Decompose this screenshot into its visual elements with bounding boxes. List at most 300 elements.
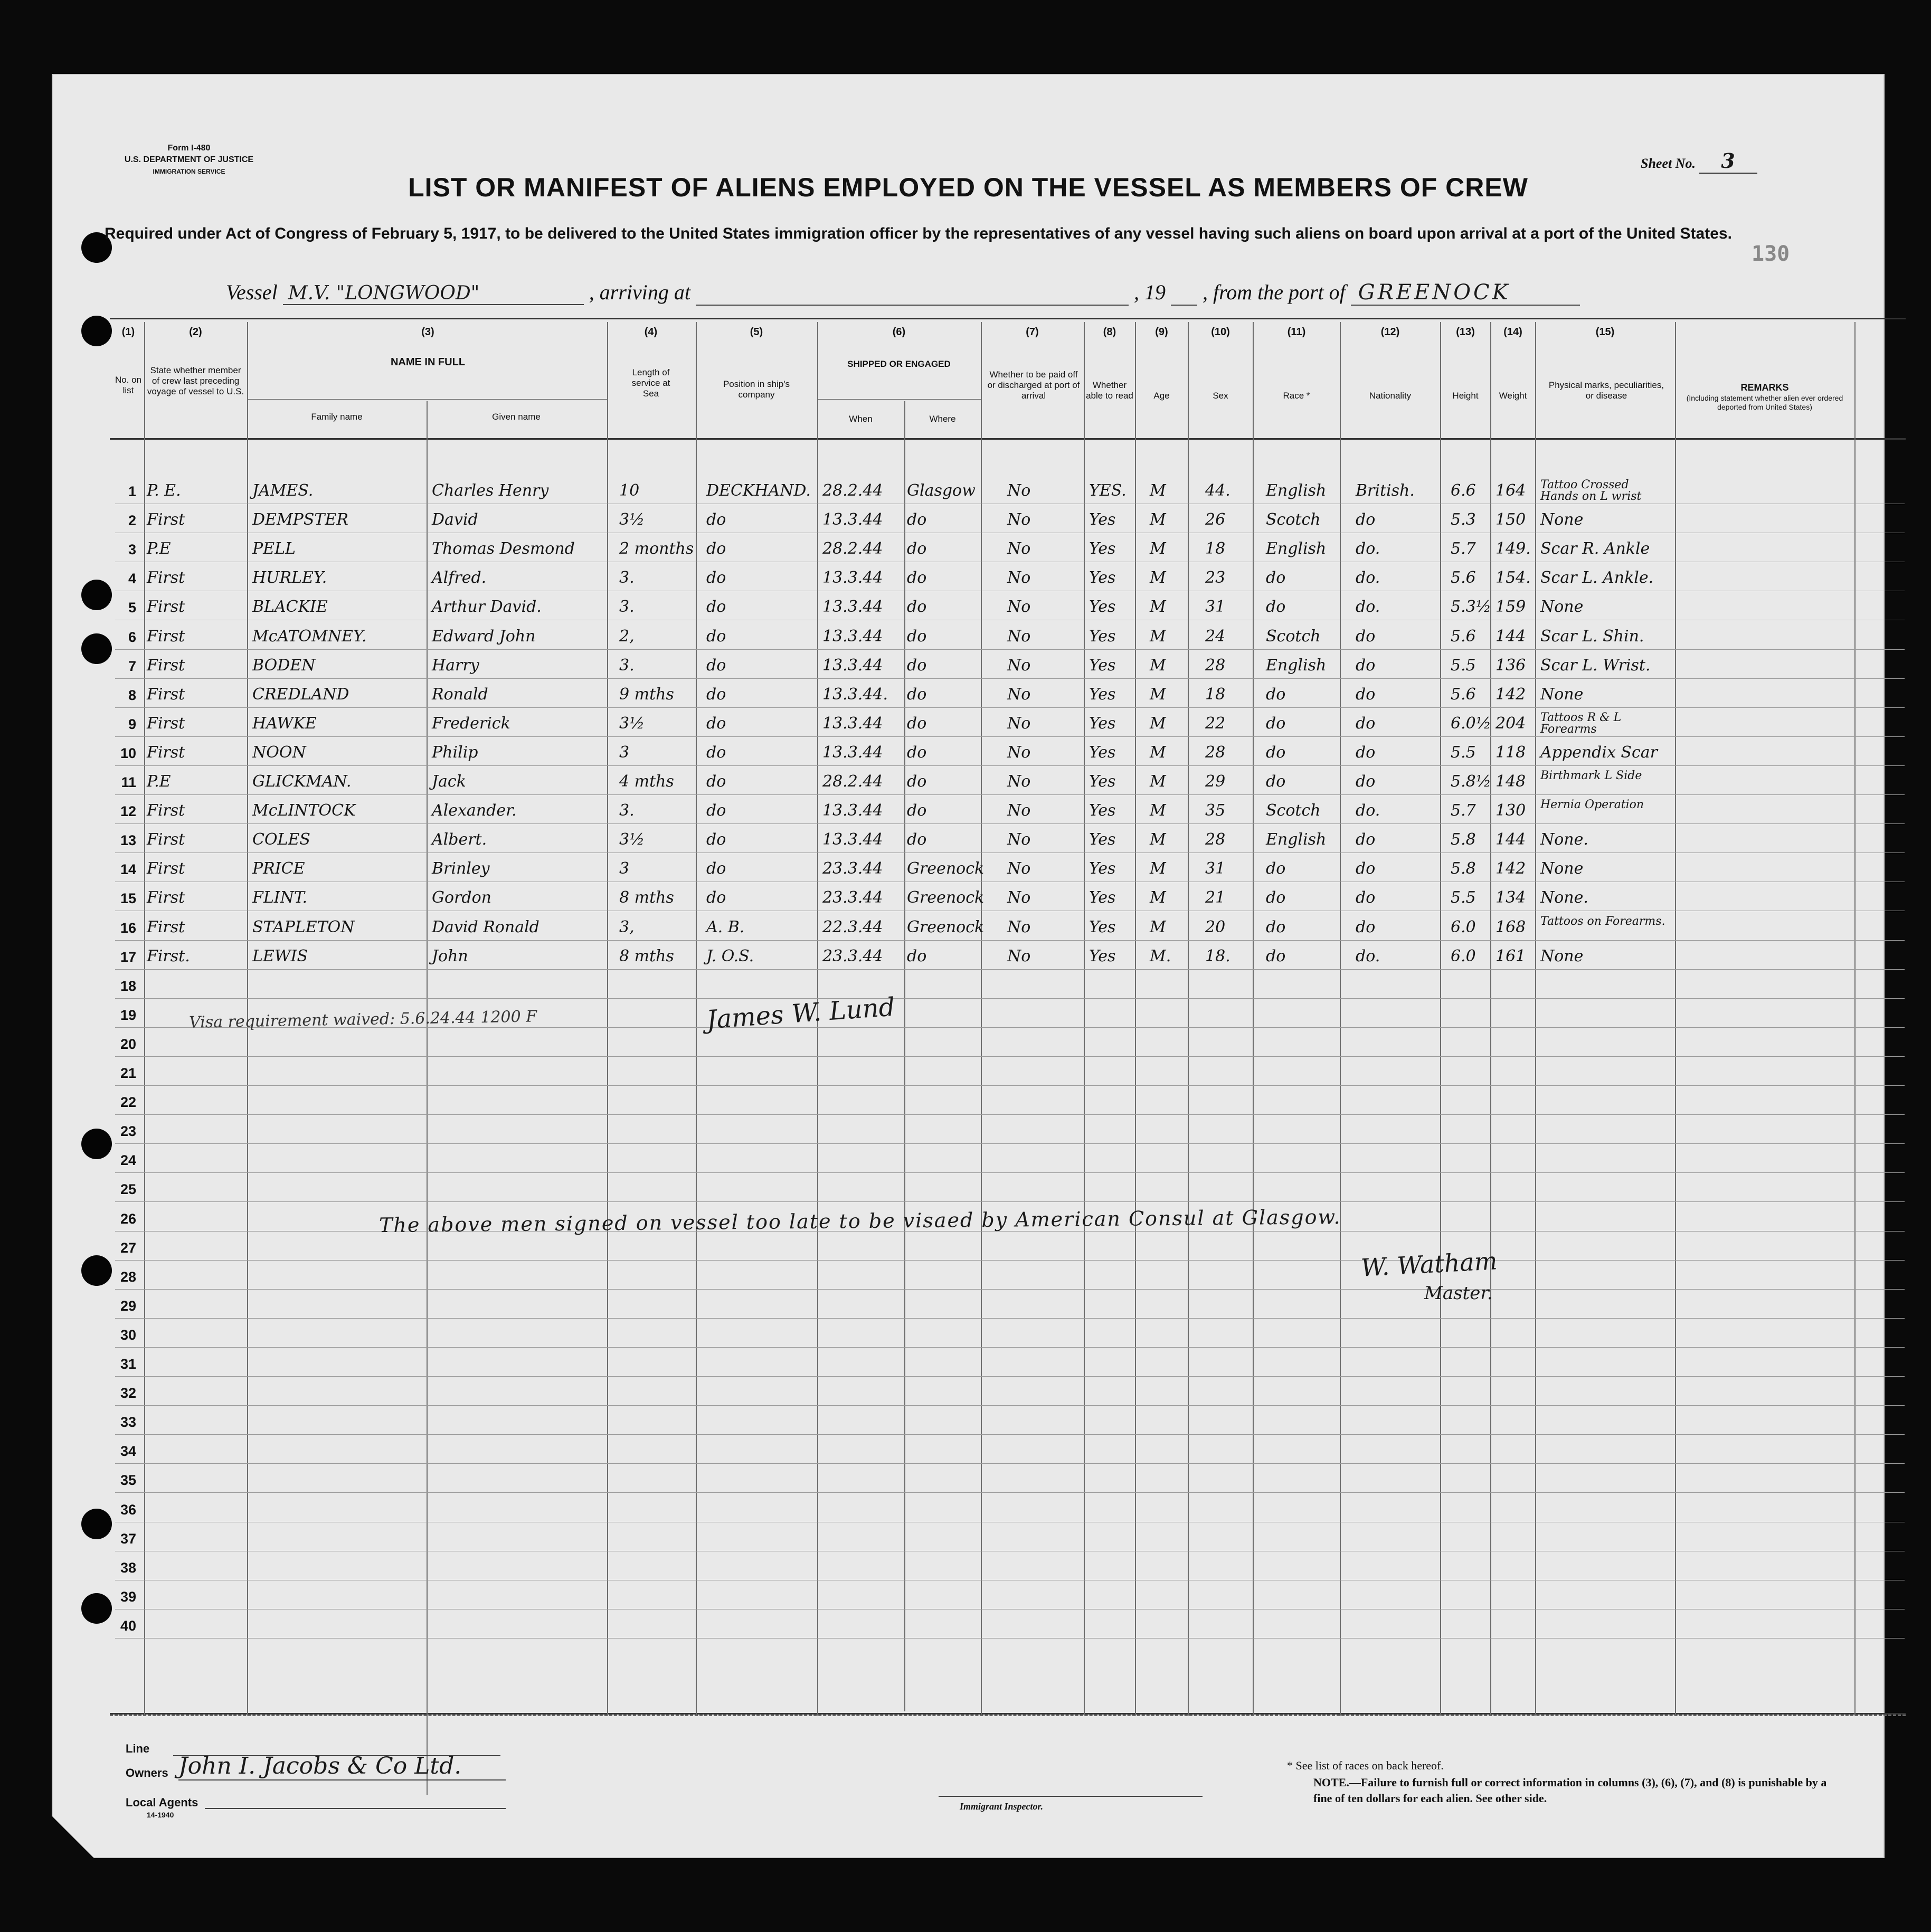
shipped-when-cell: 13.3.44 xyxy=(822,830,883,849)
col-5-label: Position in ship's company xyxy=(723,379,790,400)
year-label: , 19 xyxy=(1134,280,1166,304)
paid-off-cell: No xyxy=(1007,656,1031,675)
paid-off-cell: No xyxy=(1007,801,1031,820)
nationality-cell: do. xyxy=(1356,946,1380,965)
row-rule xyxy=(115,1172,1905,1173)
service-length-cell: 3 xyxy=(619,859,630,878)
physical-marks-cell: None xyxy=(1540,859,1584,878)
service-length-cell: 3. xyxy=(619,598,635,617)
shipped-when-cell: 23.3.44 xyxy=(822,946,883,965)
punch-hole xyxy=(81,316,112,346)
row-rule xyxy=(115,1114,1905,1115)
able-to-read-cell: Yes xyxy=(1089,772,1116,791)
col-divider xyxy=(1490,322,1491,1716)
name-subheader-line xyxy=(248,399,607,400)
col-divider xyxy=(144,322,145,1716)
shipped-where-cell: Greenock xyxy=(907,859,985,878)
sheet-value: 3 xyxy=(1699,149,1757,174)
row-number: 1 xyxy=(128,484,136,499)
row-rule xyxy=(115,765,1905,766)
position-cell: do xyxy=(706,539,726,558)
service-length-cell: 3 xyxy=(619,743,630,762)
row-rule xyxy=(115,1405,1905,1406)
col-2-number: (2) xyxy=(189,326,202,338)
department-name: U.S. DEPARTMENT OF JUSTICE xyxy=(124,155,254,164)
shipped-where-cell: do xyxy=(907,627,927,646)
col-3-label: NAME IN FULL xyxy=(390,356,466,368)
height-cell: 6.0½ xyxy=(1451,714,1491,733)
sex-cell: 35 xyxy=(1205,801,1226,820)
service-length-cell: 3½ xyxy=(619,830,645,849)
paid-off-cell: No xyxy=(1007,714,1031,733)
paid-off-cell: No xyxy=(1007,685,1031,704)
row-rule xyxy=(115,969,1905,970)
prev-voyage-cell: P.E xyxy=(147,539,171,558)
position-cell: DECKHAND. xyxy=(706,481,811,500)
prev-voyage-cell: First xyxy=(147,888,185,907)
shipped-when-cell: 28.2.44 xyxy=(822,539,883,558)
given-name-cell: Alfred. xyxy=(432,569,487,588)
row-rule xyxy=(115,1492,1905,1493)
agents-blank xyxy=(205,1808,506,1809)
height-cell: 5.3 xyxy=(1451,510,1476,529)
height-cell: 5.8 xyxy=(1451,830,1476,849)
paid-off-cell: No xyxy=(1007,510,1031,529)
row-number: 27 xyxy=(120,1239,136,1256)
family-name-cell: BODEN xyxy=(252,656,316,675)
given-name-cell: John xyxy=(432,946,468,965)
row-number: 9 xyxy=(128,716,136,732)
row-number: 39 xyxy=(120,1588,136,1605)
age-cell: M xyxy=(1150,685,1166,704)
row-number: 16 xyxy=(120,920,136,936)
shipped-where-cell: do xyxy=(907,685,927,704)
family-name-cell: STAPLETON xyxy=(252,917,355,936)
prev-voyage-cell: First xyxy=(147,627,185,646)
given-name-cell: Frederick xyxy=(432,714,510,733)
service-length-cell: 3½ xyxy=(619,714,645,733)
sheet-label: Sheet No. xyxy=(1641,156,1696,171)
physical-marks-cell: Scar L. Ankle. xyxy=(1540,569,1654,588)
family-name-cell: McATOMNEY. xyxy=(252,627,367,646)
shipped-where-cell: Greenock xyxy=(907,888,985,907)
statement-note: The above men signed on vessel too late to be visaed by American Consul at Glasgow. xyxy=(378,1205,1341,1237)
age-cell: M xyxy=(1150,656,1166,675)
shipped-where-cell: do xyxy=(907,743,927,762)
row-rule xyxy=(115,1434,1905,1435)
physical-marks-cell: Tattoos R & L Forearms xyxy=(1540,711,1622,736)
arriving-blank xyxy=(696,280,1129,306)
position-cell: do xyxy=(706,510,726,529)
nationality-cell: do xyxy=(1356,743,1376,762)
row-rule xyxy=(115,1143,1905,1144)
nationality-cell: do xyxy=(1356,714,1376,733)
able-to-read-cell: Yes xyxy=(1089,888,1116,907)
service-length-cell: 8 mths xyxy=(619,946,674,965)
service-length-cell: 8 mths xyxy=(619,888,674,907)
weight-cell: 149. xyxy=(1495,539,1531,558)
height-cell: 5.6 xyxy=(1451,627,1476,646)
height-cell: 5.7 xyxy=(1451,801,1476,820)
prev-voyage-cell: First xyxy=(147,801,185,820)
col-9-label: Age xyxy=(1153,391,1170,401)
row-number: 22 xyxy=(120,1094,136,1111)
col-divider xyxy=(981,322,982,1716)
prev-voyage-cell: First xyxy=(147,714,185,733)
age-cell: M xyxy=(1150,801,1166,820)
col-3-family-label: Family name xyxy=(311,412,363,422)
row-number: 4 xyxy=(128,571,136,587)
shipped-when-cell: 13.3.44 xyxy=(822,510,883,529)
nationality-cell: do xyxy=(1356,888,1376,907)
row-number: 24 xyxy=(120,1152,136,1169)
age-cell: M xyxy=(1150,772,1166,791)
family-name-cell: CREDLAND xyxy=(252,685,349,704)
prev-voyage-cell: P. E. xyxy=(147,481,181,500)
shipped-when-cell: 13.3.44 xyxy=(822,743,883,762)
weight-cell: 154. xyxy=(1495,569,1531,588)
prev-voyage-cell: First xyxy=(147,859,185,878)
shipped-where-cell: do xyxy=(907,714,927,733)
row-number: 20 xyxy=(120,1036,136,1052)
row-rule xyxy=(115,794,1905,795)
note-text: —Failure to furnish full or correct information in columns (3), (6), (7), and (8) is punishable by a fine of ten dollars for each alien. See other side. xyxy=(1313,1776,1827,1805)
row-rule xyxy=(115,1318,1905,1319)
family-name-cell: PELL xyxy=(252,539,296,558)
sex-cell: 18. xyxy=(1205,946,1230,965)
able-to-read-cell: Yes xyxy=(1089,656,1116,675)
col-7-label: Whether to be paid off or discharged at port of arrival xyxy=(987,370,1080,401)
row-number: 35 xyxy=(120,1472,136,1489)
note-label: NOTE. xyxy=(1313,1776,1349,1789)
col-divider xyxy=(1440,322,1441,1716)
paid-off-cell: No xyxy=(1007,830,1031,849)
row-number: 8 xyxy=(128,687,136,703)
shipped-when-cell: 23.3.44 xyxy=(822,888,883,907)
sex-cell: 18 xyxy=(1205,539,1226,558)
row-number: 13 xyxy=(120,832,136,849)
position-cell: do xyxy=(706,714,726,733)
inspector-line xyxy=(939,1796,1203,1797)
sex-cell: 18 xyxy=(1205,685,1226,704)
remarks-label: REMARKS xyxy=(1740,382,1789,393)
sex-cell: 26 xyxy=(1205,510,1226,529)
race-cell: do xyxy=(1266,888,1286,907)
row-rule xyxy=(115,1289,1905,1290)
service-length-cell: 9 mths xyxy=(619,685,674,704)
given-name-cell: Philip xyxy=(432,743,478,762)
row-number: 5 xyxy=(128,600,136,616)
shipped-where-cell: do xyxy=(907,598,927,617)
age-cell: M xyxy=(1150,481,1166,500)
sex-cell: 22 xyxy=(1205,714,1226,733)
able-to-read-cell: Yes xyxy=(1089,627,1116,646)
shipped-when-cell: 22.3.44 xyxy=(822,917,883,936)
given-name-cell: Ronald xyxy=(432,685,488,704)
row-rule xyxy=(115,1638,1905,1639)
row-number: 6 xyxy=(128,629,136,645)
family-name-cell: HAWKE xyxy=(252,714,317,733)
row-number: 21 xyxy=(120,1065,136,1081)
col-8-number: (8) xyxy=(1103,326,1116,338)
col-13-label: Height xyxy=(1452,391,1479,401)
position-cell: do xyxy=(706,627,726,646)
page-stamp: 130 xyxy=(1752,242,1790,266)
sex-cell: 44. xyxy=(1205,481,1230,500)
agents-label: Local Agents xyxy=(126,1796,198,1809)
row-number: 30 xyxy=(120,1327,136,1343)
waiver-note: Visa requirement waived: 5.6.24.44 1200 F xyxy=(188,1007,537,1032)
master-signature: W. Watham xyxy=(1360,1246,1498,1282)
weight-cell: 144 xyxy=(1495,830,1526,849)
race-cell: do xyxy=(1266,569,1286,588)
row-number: 37 xyxy=(120,1530,136,1547)
paid-off-cell: No xyxy=(1007,569,1031,588)
row-rule xyxy=(115,998,1905,999)
position-cell: do xyxy=(706,569,726,588)
family-name-cell: JAMES. xyxy=(252,481,314,500)
row-rule xyxy=(115,1201,1905,1202)
race-cell: do xyxy=(1266,917,1286,936)
family-name-cell: BLACKIE xyxy=(252,598,328,617)
prev-voyage-cell: First xyxy=(147,743,185,762)
sex-cell: 28 xyxy=(1205,830,1226,849)
row-number: 31 xyxy=(120,1356,136,1372)
prev-voyage-cell: First. xyxy=(147,946,190,965)
col-2-label: State whether member of crew last preceding voyage of vessel to U.S. xyxy=(147,365,244,396)
shipped-when-cell: 13.3.44 xyxy=(822,569,883,588)
form-code: 14-1940 xyxy=(147,1811,174,1819)
shipped-where-cell: do xyxy=(907,946,927,965)
col-divider xyxy=(607,322,608,1716)
able-to-read-cell: Yes xyxy=(1089,859,1116,878)
col-divider xyxy=(1135,322,1136,1716)
position-cell: do xyxy=(706,598,726,617)
family-name-cell: NOON xyxy=(252,743,306,762)
owners-value: John I. Jacobs & Co Ltd. xyxy=(178,1753,506,1781)
prev-voyage-cell: First xyxy=(147,917,185,936)
family-name-cell: LEWIS xyxy=(252,946,308,965)
age-cell: M xyxy=(1150,627,1166,646)
col-divider xyxy=(1188,322,1189,1716)
nationality-cell: British. xyxy=(1356,481,1415,500)
row-number: 33 xyxy=(120,1414,136,1431)
paid-off-cell: No xyxy=(1007,481,1031,500)
height-cell: 5.6 xyxy=(1451,569,1476,588)
given-name-cell: Albert. xyxy=(432,830,487,849)
shipped-where-cell: do xyxy=(907,539,927,558)
able-to-read-cell: Yes xyxy=(1089,801,1116,820)
row-rule xyxy=(115,823,1905,824)
position-cell: do xyxy=(706,656,726,675)
physical-marks-cell: Hernia Operation xyxy=(1540,798,1644,812)
paid-off-cell: No xyxy=(1007,743,1031,762)
races-note: * See list of races on back hereof. xyxy=(1287,1759,1444,1772)
paid-off-cell: No xyxy=(1007,598,1031,617)
position-cell: do xyxy=(706,685,726,704)
shipped-where-cell: do xyxy=(907,830,927,849)
race-cell: do xyxy=(1266,598,1286,617)
physical-marks-cell: None. xyxy=(1540,888,1588,907)
vessel-name: M.V. "LONGWOOD" xyxy=(283,282,584,305)
paid-off-cell: No xyxy=(1007,859,1031,878)
shipped-when-cell: 28.2.44 xyxy=(822,481,883,500)
given-name-cell: David xyxy=(432,510,478,529)
position-cell: J. O.S. xyxy=(706,946,754,965)
race-cell: do xyxy=(1266,685,1286,704)
service-length-cell: 10 xyxy=(619,481,640,500)
col-divider xyxy=(696,322,697,1716)
weight-cell: 150 xyxy=(1495,510,1526,529)
height-cell: 5.8 xyxy=(1451,859,1476,878)
physical-marks-cell: None xyxy=(1540,685,1584,704)
service-length-cell: 3. xyxy=(619,801,635,820)
row-number: 34 xyxy=(120,1443,136,1460)
col-divider xyxy=(1854,322,1856,1716)
from-port-label: , from the port of xyxy=(1203,280,1346,304)
footer-divider xyxy=(110,1715,1906,1721)
given-name-cell: Alexander. xyxy=(432,801,517,820)
row-number: 7 xyxy=(128,658,136,674)
age-cell: M xyxy=(1150,539,1166,558)
race-cell: English xyxy=(1266,481,1327,500)
paid-off-cell: No xyxy=(1007,946,1031,965)
able-to-read-cell: Yes xyxy=(1089,598,1116,617)
given-name-cell: Gordon xyxy=(432,888,491,907)
nationality-cell: do xyxy=(1356,627,1376,646)
shipped-when-cell: 13.3.44 xyxy=(822,627,883,646)
position-cell: A. B. xyxy=(706,917,745,936)
row-rule xyxy=(115,678,1905,679)
nationality-cell: do xyxy=(1356,510,1376,529)
physical-marks-cell: None xyxy=(1540,598,1584,617)
physical-marks-cell: None xyxy=(1540,510,1584,529)
age-cell: M xyxy=(1150,917,1166,936)
col-6-where-label: Where xyxy=(929,414,956,424)
service-length-cell: 2, xyxy=(619,627,635,646)
height-cell: 6.6 xyxy=(1451,481,1476,500)
height-cell: 5.3½ xyxy=(1451,598,1491,617)
height-cell: 6.0 xyxy=(1451,946,1476,965)
col-6-number: (6) xyxy=(892,326,906,338)
race-cell: English xyxy=(1266,830,1327,849)
race-cell: do xyxy=(1266,714,1286,733)
race-cell: do xyxy=(1266,859,1286,878)
shipped-where-cell: do xyxy=(907,510,927,529)
col-divider xyxy=(1675,322,1676,1716)
given-name-cell: Thomas Desmond xyxy=(432,539,575,558)
col-10-number: (10) xyxy=(1211,326,1230,338)
shipped-when-cell: 23.3.44 xyxy=(822,859,883,878)
service-length-cell: 3. xyxy=(619,569,635,588)
row-rule xyxy=(115,1260,1905,1261)
physical-marks-cell: Tattoo Crossed Hands on L wrist xyxy=(1540,478,1642,503)
family-name-cell: McLINTOCK xyxy=(252,801,356,820)
weight-cell: 118 xyxy=(1495,743,1526,762)
family-name-cell: COLES xyxy=(252,830,310,849)
family-name-cell: DEMPSTER xyxy=(252,510,348,529)
row-number: 25 xyxy=(120,1181,136,1198)
row-number: 12 xyxy=(120,803,136,820)
col-8-label: Whether able to read xyxy=(1086,380,1133,401)
row-rule xyxy=(115,1347,1905,1348)
physical-marks-cell: None. xyxy=(1540,830,1588,849)
form-number: Form I-480 xyxy=(167,144,211,153)
height-cell: 5.7 xyxy=(1451,539,1476,558)
sheet-number xyxy=(1641,149,1757,174)
vessel-line xyxy=(226,280,1810,311)
manifest-sheet xyxy=(52,74,1885,1858)
service-length-cell: 3½ xyxy=(619,510,645,529)
weight-cell: 168 xyxy=(1495,917,1526,936)
shipped-where-cell: do xyxy=(907,569,927,588)
sex-cell: 29 xyxy=(1205,772,1226,791)
able-to-read-cell: YES. xyxy=(1089,481,1127,500)
age-cell: M xyxy=(1150,569,1166,588)
given-name-cell: Harry xyxy=(432,656,479,675)
age-cell: M xyxy=(1150,830,1166,849)
row-number: 2 xyxy=(128,513,136,529)
age-cell: M. xyxy=(1150,946,1171,965)
given-name-cell: Jack xyxy=(432,772,466,791)
nationality-cell: do xyxy=(1356,859,1376,878)
vessel-label: Vessel xyxy=(226,280,278,304)
position-cell: do xyxy=(706,772,726,791)
race-cell: Scotch xyxy=(1266,627,1321,646)
physical-marks-cell: Tattoos on Forearms. xyxy=(1540,914,1665,928)
sex-cell: 31 xyxy=(1205,598,1226,617)
row-number: 14 xyxy=(120,861,136,878)
shipped-where-cell: Glasgow xyxy=(907,481,976,500)
col-13-number: (13) xyxy=(1456,326,1475,338)
shipped-when-cell: 13.3.44. xyxy=(822,685,888,704)
able-to-read-cell: Yes xyxy=(1089,569,1116,588)
position-cell: do xyxy=(706,830,726,849)
shipped-when-cell: 13.3.44 xyxy=(822,656,883,675)
row-rule xyxy=(115,649,1905,650)
owners-label: Owners xyxy=(126,1766,168,1779)
weight-cell: 142 xyxy=(1495,859,1526,878)
age-cell: M xyxy=(1150,888,1166,907)
sex-cell: 21 xyxy=(1205,888,1226,907)
from-port-value: GREENOCK xyxy=(1351,280,1580,306)
col-9-number: (9) xyxy=(1155,326,1168,338)
col-1-label: No. on list xyxy=(115,375,142,395)
service-length-cell: 2 months xyxy=(619,539,694,558)
sex-cell: 24 xyxy=(1205,627,1226,646)
shipped-when-cell: 28.2.44 xyxy=(822,772,883,791)
able-to-read-cell: Yes xyxy=(1089,510,1116,529)
height-cell: 5.8½ xyxy=(1451,772,1491,791)
paid-off-cell: No xyxy=(1007,627,1031,646)
service-length-cell: 3, xyxy=(619,917,635,936)
col-divider xyxy=(1535,322,1536,1716)
given-name-cell: Brinley xyxy=(432,859,490,878)
race-cell: Scotch xyxy=(1266,801,1321,820)
nationality-cell: do. xyxy=(1356,539,1380,558)
physical-marks-cell: Birthmark L Side xyxy=(1540,769,1642,782)
able-to-read-cell: Yes xyxy=(1089,685,1116,704)
master-title: Master. xyxy=(1424,1283,1493,1304)
row-number: 18 xyxy=(120,978,136,994)
col-4-label: Length of service at Sea xyxy=(631,367,670,399)
row-rule xyxy=(115,736,1905,737)
paid-off-cell: No xyxy=(1007,917,1031,936)
able-to-read-cell: Yes xyxy=(1089,946,1116,965)
shipped-where-cell: do xyxy=(907,772,927,791)
family-name-cell: GLICKMAN. xyxy=(252,772,352,791)
col-divider xyxy=(1340,322,1341,1716)
